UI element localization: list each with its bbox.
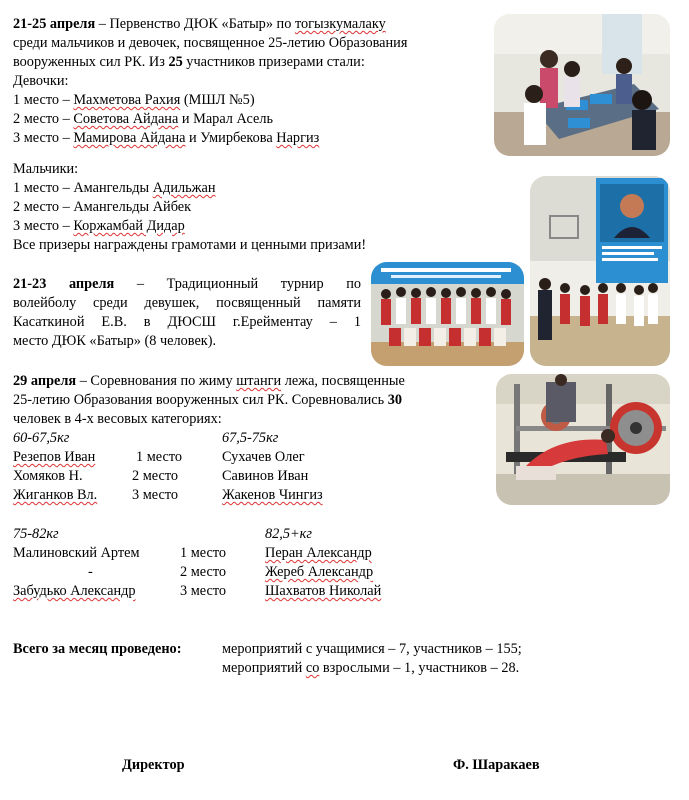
cat4-place3-name: Шахватов Николай bbox=[265, 583, 382, 599]
s3-line3: человек в 4-х весовых категориях: bbox=[13, 411, 222, 427]
s1-line2: среди мальчиков и девочек, посвященное 25-летию Образования bbox=[13, 35, 408, 51]
category-60-67: 60-67,5кг bbox=[13, 430, 70, 446]
photo-memorial-poster bbox=[530, 176, 670, 366]
boys-place-2: 2 место – Амангельды Айбек bbox=[13, 199, 192, 215]
cat4-place2-name: Жереб Александр bbox=[265, 564, 374, 580]
s3-line2: 25-летию Образования вооруженных сил РК. Соревновались 30 bbox=[13, 392, 403, 408]
girls-place-1: 1 место – Махметова Рахия (МШЛ №5) bbox=[13, 92, 255, 108]
s1-line3: вооруженных сил РК. Из 25 участников призерами стали: bbox=[13, 54, 365, 70]
s2-line2: волейболу среди девушек, посвященный памяти bbox=[13, 295, 361, 311]
summary-students: мероприятий с учащимися – 7, участников – 155; bbox=[222, 641, 522, 657]
director-role: Директор bbox=[122, 757, 185, 773]
cat1-place1-name: Резепов Иван bbox=[13, 449, 96, 465]
cat3-place3: 3 место bbox=[180, 583, 227, 599]
awards-note: Все призеры награждены грамотами и ценными призами! bbox=[13, 237, 367, 253]
category-82-plus: 82,5+кг bbox=[265, 526, 312, 542]
cat2-place3-name: Жакенов Чингиз bbox=[222, 487, 323, 503]
cat2-place2-name: Савинов Иван bbox=[222, 468, 309, 484]
boys-label: Мальчики: bbox=[13, 161, 79, 177]
summary-adults: мероприятий со взрослыми – 1, участников – 28. bbox=[222, 660, 520, 676]
s1-line1: 21-25 апреля – Первенство ДЮК «Батыр» по тогызкумалаку bbox=[13, 16, 386, 32]
cat1-place3-name: Жиганков Вл. bbox=[13, 487, 98, 503]
cat1-place1: 1 место bbox=[136, 449, 183, 465]
category-75-82: 75-82кг bbox=[13, 526, 59, 542]
girls-place-2: 2 место – Советова Айдана и Марал Асель bbox=[13, 111, 273, 127]
category-67-75: 67,5-75кг bbox=[222, 430, 279, 446]
photo-volleyball-team bbox=[371, 262, 524, 366]
s2-line3: Касаткиной Е.В. в ДЮСШ г.Ерейментау – 1 bbox=[13, 314, 361, 330]
s2-line1: 21-23 апреля – Традиционный турнир по bbox=[13, 276, 362, 292]
cat3-place2-name: - bbox=[88, 564, 93, 580]
girls-place-3: 3 место – Мамирова Айдана и Умирбекова Наргиз bbox=[13, 130, 320, 146]
cat3-place1: 1 место bbox=[180, 545, 227, 561]
boys-place-3: 3 место – Коржамбай Дидар bbox=[13, 218, 185, 234]
cat2-place1-name: Сухачев Олег bbox=[222, 449, 305, 465]
girls-label: Девочки: bbox=[13, 73, 69, 89]
boys-place-1: 1 место – Амангельды Адильжан bbox=[13, 180, 216, 196]
summary-label: Всего за месяц проведено: bbox=[13, 641, 182, 657]
s2-line4: место ДЮК «Батыр» (8 человек). bbox=[13, 333, 217, 349]
cat3-place3-name: Забудько Александр bbox=[13, 583, 136, 599]
cat1-place3: 3 место bbox=[132, 487, 179, 503]
cat1-place2: 2 место bbox=[132, 468, 179, 484]
s3-line1: 29 апреля – Соревнования по жиму штанги лежа, посвященные bbox=[13, 373, 405, 389]
cat3-place1-name: Малиновский Артем bbox=[13, 545, 140, 561]
cat1-place2-name: Хомяков Н. bbox=[13, 468, 83, 484]
photo-bench-press bbox=[496, 374, 670, 505]
director-name: Ф. Шаракаев bbox=[453, 757, 540, 773]
cat3-place2: 2 место bbox=[180, 564, 227, 580]
photo-togyz-girls bbox=[494, 14, 670, 156]
cat4-place1-name: Перан Александр bbox=[265, 545, 372, 561]
